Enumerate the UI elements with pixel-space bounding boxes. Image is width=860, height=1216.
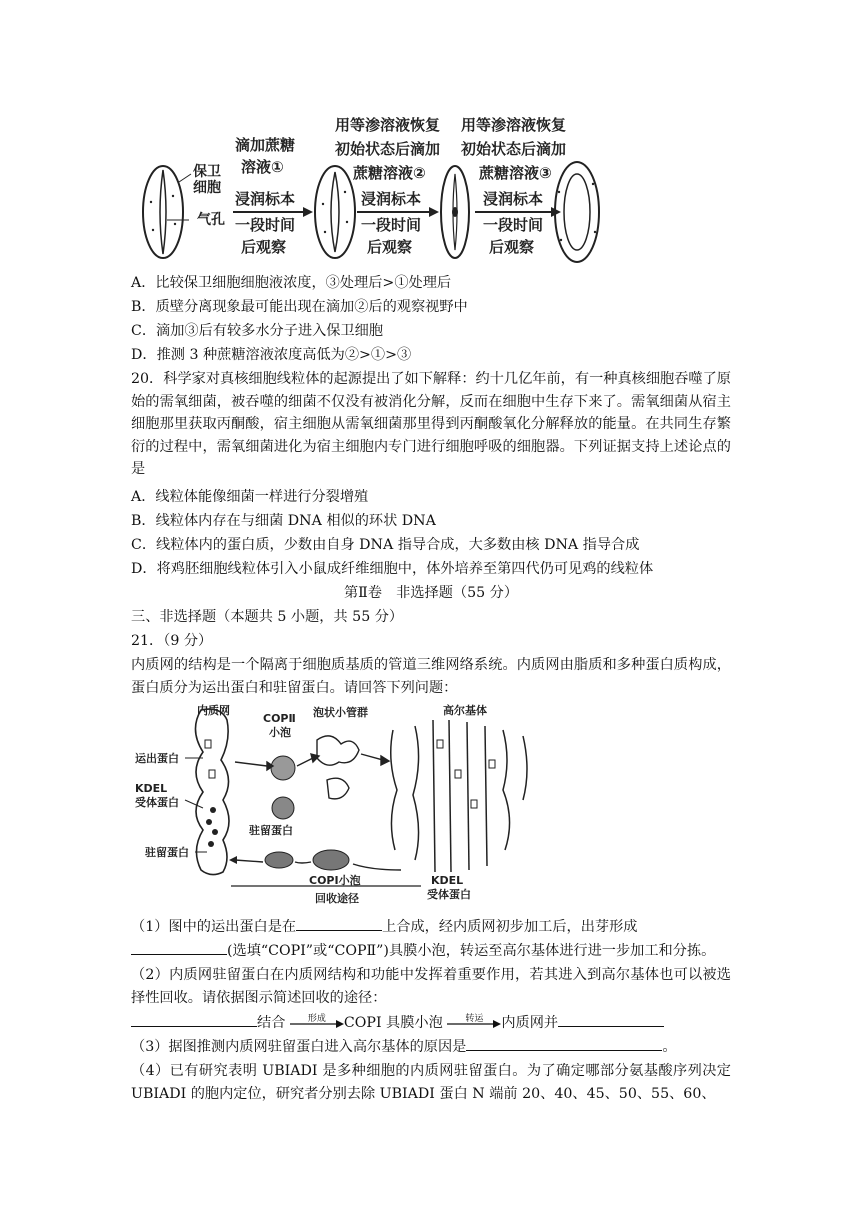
q21-1-text-a: （1）图中的运出蛋白是在 bbox=[131, 919, 297, 935]
fig2-copii-label: COPⅡ bbox=[263, 712, 296, 725]
q21-part1-line2 bbox=[131, 940, 715, 962]
step2-line4: 浸润标本 bbox=[361, 190, 422, 208]
fig2-kdel-bottom2: 受体蛋白 bbox=[427, 888, 471, 901]
q21-2-er: 内质网并 bbox=[501, 1015, 559, 1031]
golgi-stack bbox=[391, 720, 527, 872]
step3-line5: 一段时间 bbox=[483, 216, 544, 234]
part2-title: 第Ⅱ卷 非选择题（55 分） bbox=[343, 585, 519, 601]
q21-2-arrow1-label: 形成 bbox=[307, 1014, 326, 1024]
copii-vesicle bbox=[271, 756, 295, 780]
q21-2-blank-b[interactable] bbox=[558, 1012, 664, 1027]
copi-vesicle bbox=[313, 850, 349, 870]
q20-stem: 20．科学家对真核细胞线粒体的起源提出了如下解释：约十几亿年前，有一种真核细胞吞噬了原始的需氧细菌，被吞噬的细菌不仅没有被消化分解，反而在细胞中生存下来了。需氧细菌从宿主细胞那里获取丙酮酸，宿主细胞从需氧细菌那里得到丙酮酸氧化分解释放的能量。在共同生存繁衍的过程中，需氧细菌进化为宿主细胞内专门进行细胞呼吸的细胞器。下列证据支持上述论点的是 bbox=[131, 371, 731, 477]
q19-option-b: B．质壁分离现象最可能出现在滴加②后的观察视野中 bbox=[131, 299, 468, 315]
fig2-vtc-label: 泡状小管群 bbox=[313, 706, 368, 719]
guard-cell-figure bbox=[131, 112, 601, 270]
guard-cell-1 bbox=[143, 166, 183, 258]
fig2-resident-left: 驻留蛋白 bbox=[145, 846, 189, 859]
fig2-golgi-label: 高尔基体 bbox=[443, 704, 487, 717]
step2-line5: 一段时间 bbox=[361, 216, 422, 234]
resident-vesicle bbox=[272, 797, 294, 819]
q21-intro: 内质网的结构是一个隔离于细胞质基质的管道三维网络系统。内质网由脂质和多种蛋白质构成，蛋白质分为运出蛋白和驻留蛋白。请回答下列问题： bbox=[131, 657, 731, 696]
step3-line6: 后观察 bbox=[489, 238, 535, 256]
fig2-copi-label: COPⅠ小泡 bbox=[309, 874, 361, 887]
q21-2-blank-a[interactable] bbox=[131, 1012, 257, 1027]
q21-heading: 21．（9 分） bbox=[131, 633, 213, 649]
vtc-cluster bbox=[317, 736, 359, 765]
q21-part1-line1 bbox=[131, 916, 637, 938]
step1-line5: 后观察 bbox=[241, 238, 287, 256]
arrow-right-icon bbox=[290, 1020, 344, 1028]
q21-1-text-b: 上合成，经内质网初步加工后，出芽形成 bbox=[382, 919, 638, 935]
q19-option-a: A．比较保卫细胞细胞液浓度，③处理后>①处理后 bbox=[131, 275, 452, 291]
q21-part4: （4）已有研究表明 UBIADI 是多种细胞的内质网驻留蛋白。为了确定哪部分氨基酸序列决定 UBIADI 的胞内定位，研究者分别去除 UBIADI 蛋白 N 端前 20、40、45、50、55、60、 bbox=[131, 1063, 731, 1102]
step3-line3: 蔗糖溶液③ bbox=[479, 164, 552, 182]
q21-1-blank-b[interactable] bbox=[131, 940, 227, 955]
q21-2-bind: 结合 bbox=[257, 1015, 286, 1031]
fig2-er-label: 内质网 bbox=[197, 704, 230, 717]
step3-line4: 浸润标本 bbox=[483, 190, 544, 208]
fig2-kdel-bottom: KDEL bbox=[431, 874, 464, 887]
fig2-kdel-label2: 受体蛋白 bbox=[135, 796, 179, 809]
step2-line1: 用等渗溶液恢复 bbox=[335, 116, 441, 134]
step1-line3: 浸润标本 bbox=[235, 190, 296, 208]
label-cell: 细胞 bbox=[193, 180, 221, 196]
er-membrane bbox=[195, 709, 229, 874]
q21-part2-fill bbox=[131, 1012, 664, 1034]
er-golgi-figure bbox=[131, 700, 571, 910]
q19-option-d: D．推测 3 种蔗糖溶液浓度高低为②>①>③ bbox=[131, 347, 412, 363]
q21-2-copi: COPI 具膜小泡 bbox=[343, 1015, 443, 1031]
q21-3-end: 。 bbox=[662, 1039, 677, 1055]
step1-line2: 溶液① bbox=[241, 158, 284, 176]
arrow-right-icon bbox=[447, 1020, 501, 1028]
fig2-copii-label2: 小泡 bbox=[269, 726, 291, 739]
q20-option-b: B．线粒体内存在与细菌 DNA 相似的环状 DNA bbox=[131, 513, 436, 529]
q21-3-text: （3）据图推测内质网驻留蛋白进入高尔基体的原因是 bbox=[131, 1039, 467, 1055]
fig2-export-label: 运出蛋白 bbox=[135, 752, 179, 765]
q21-1-text-c: (选填“COPI”或“COPⅡ”)具膜小泡，转运至高尔基体进行进一步加工和分拣。 bbox=[227, 943, 716, 959]
q21-2-arrow2 bbox=[447, 1016, 501, 1030]
q20-option-a: A．线粒体能像细菌一样进行分裂增殖 bbox=[131, 489, 369, 505]
step1-line4: 一段时间 bbox=[235, 216, 296, 234]
label-guard: 保卫 bbox=[193, 164, 221, 180]
q20-option-c: C．线粒体内的蛋白质，少数由自身 DNA 指导合成，大多数由核 DNA 指导合成 bbox=[131, 537, 640, 553]
fig2-recycle-label: 回收途径 bbox=[315, 892, 359, 905]
fig2-kdel-label: KDEL bbox=[135, 782, 168, 795]
q21-1-blank-a[interactable] bbox=[296, 916, 382, 931]
q21-3-blank[interactable] bbox=[466, 1036, 662, 1051]
guard-cell-3 bbox=[441, 166, 469, 258]
step3-line2: 初始状态后滴加 bbox=[461, 140, 567, 158]
q19-option-c: C．滴加③后有较多水分子进入保卫细胞 bbox=[131, 323, 384, 339]
q21-part3 bbox=[131, 1036, 677, 1058]
q21-part2: （2）内质网驻留蛋白在内质网结构和功能中发挥着重要作用，若其进入到高尔基体也可以被选择性回收。请依据图示简述回收的途径： bbox=[131, 967, 731, 1006]
fig2-resident-mid: 驻留蛋白 bbox=[249, 824, 293, 837]
step2-line2: 初始状态后滴加 bbox=[335, 140, 441, 158]
guard-cell-2 bbox=[315, 166, 355, 258]
step2-line3: 蔗糖溶液② bbox=[353, 164, 426, 182]
step1-line1: 滴加蔗糖 bbox=[235, 136, 296, 154]
guard-cell-4 bbox=[555, 162, 599, 262]
q21-2-arrow2-label: 转运 bbox=[465, 1014, 484, 1024]
label-stoma: 气孔 bbox=[197, 212, 225, 228]
q20-option-d: D．将鸡胚细胞线粒体引入小鼠成纤维细胞中，体外培养至第四代仍可见鸡的线粒体 bbox=[131, 561, 654, 577]
section3-heading: 三、非选择题（本题共 5 小题，共 55 分） bbox=[131, 609, 404, 625]
q21-2-arrow1 bbox=[290, 1016, 344, 1030]
step3-line1: 用等渗溶液恢复 bbox=[461, 116, 567, 134]
step2-line6: 后观察 bbox=[367, 238, 413, 256]
